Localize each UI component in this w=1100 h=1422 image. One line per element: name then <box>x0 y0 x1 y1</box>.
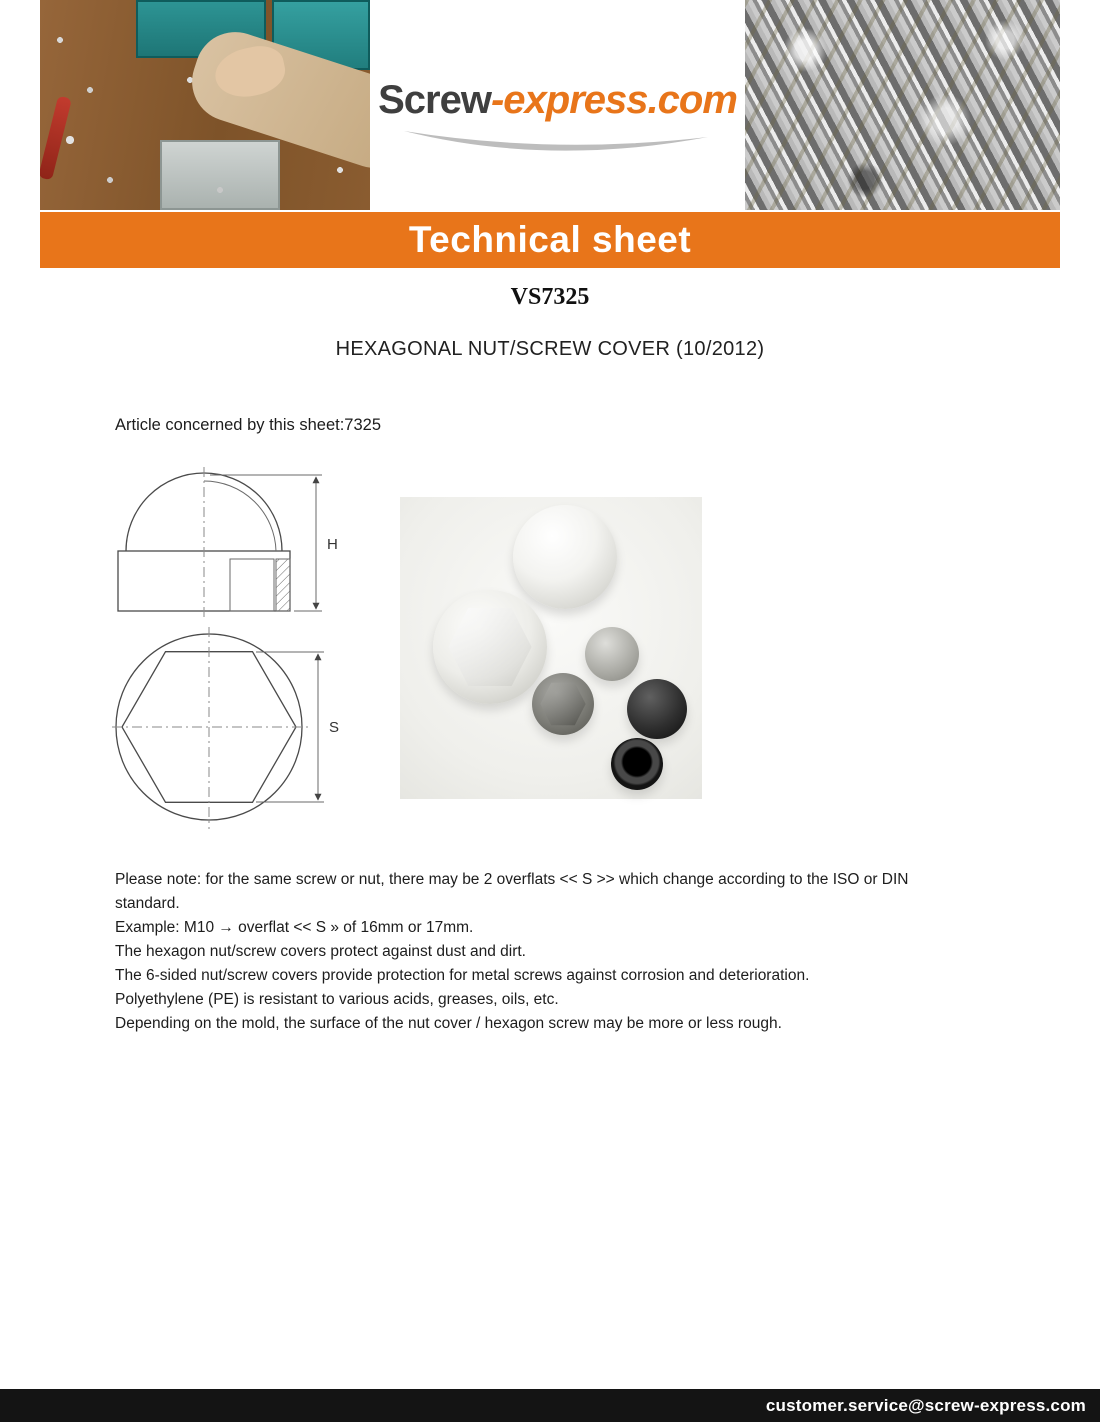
note-overflats: Please note: for the same screw or nut, there may be 2 overflats << S >> which change according to the ISO or DIN standard. <box>115 871 909 912</box>
document-code: VS7325 <box>510 284 590 310</box>
product-photo <box>400 497 702 799</box>
black-cap-bottom-view-image <box>611 738 663 790</box>
photo-decoration <box>745 0 1060 210</box>
workbench-photo <box>40 0 370 210</box>
black-cap-image <box>627 679 687 739</box>
brand-logo <box>370 0 745 210</box>
note-corrosion: The 6-sided nut/screw covers provide protection for metal screws against corrosion and deterioration. <box>115 967 810 984</box>
notes-section <box>115 868 975 1036</box>
brand-logo-part1: Screw <box>378 78 491 122</box>
note-polyethylene: Polyethylene (PE) is resistant to various acids, greases, oils, etc. <box>115 991 559 1008</box>
gray-hex-cap-image <box>532 673 594 735</box>
document-title: HEXAGONAL NUT/SCREW COVER (10/2012) <box>335 338 765 360</box>
figures-section <box>0 455 1100 875</box>
overflat-dimension-label: S <box>329 719 340 736</box>
hexagon-top-view-drawing <box>112 625 352 833</box>
page-footer <box>0 1389 1100 1422</box>
screws-pile-photo <box>745 0 1060 210</box>
banner-title: Technical sheet <box>408 219 692 260</box>
brand-logo-part2: -express.com <box>490 78 737 122</box>
photo-decoration <box>539 680 586 727</box>
customer-service-email: customer.service@screw-express.com <box>765 1395 1086 1415</box>
white-dome-cap-image <box>513 505 617 609</box>
article-line: Article concerned by this sheet:7325 <box>115 416 381 434</box>
note-mold: Depending on the mold, the surface of the nut cover / hexagon screw may be more or less rough. <box>115 1015 782 1032</box>
logo-swoosh-decoration <box>398 125 718 159</box>
white-hex-cap-image <box>433 590 547 704</box>
banner <box>40 212 1060 268</box>
photo-decoration <box>447 604 534 691</box>
note-example: Example: M10 → overflat << S » of 16mm or 17mm. <box>115 919 474 936</box>
gray-dome-cap-image <box>585 627 639 681</box>
page-header <box>0 0 1100 210</box>
dome-cap-section-drawing <box>112 463 352 623</box>
height-dimension-label: H <box>327 536 338 553</box>
note-dust: The hexagon nut/screw covers protect against dust and dirt. <box>115 943 526 960</box>
brand-logo-text <box>370 78 745 123</box>
